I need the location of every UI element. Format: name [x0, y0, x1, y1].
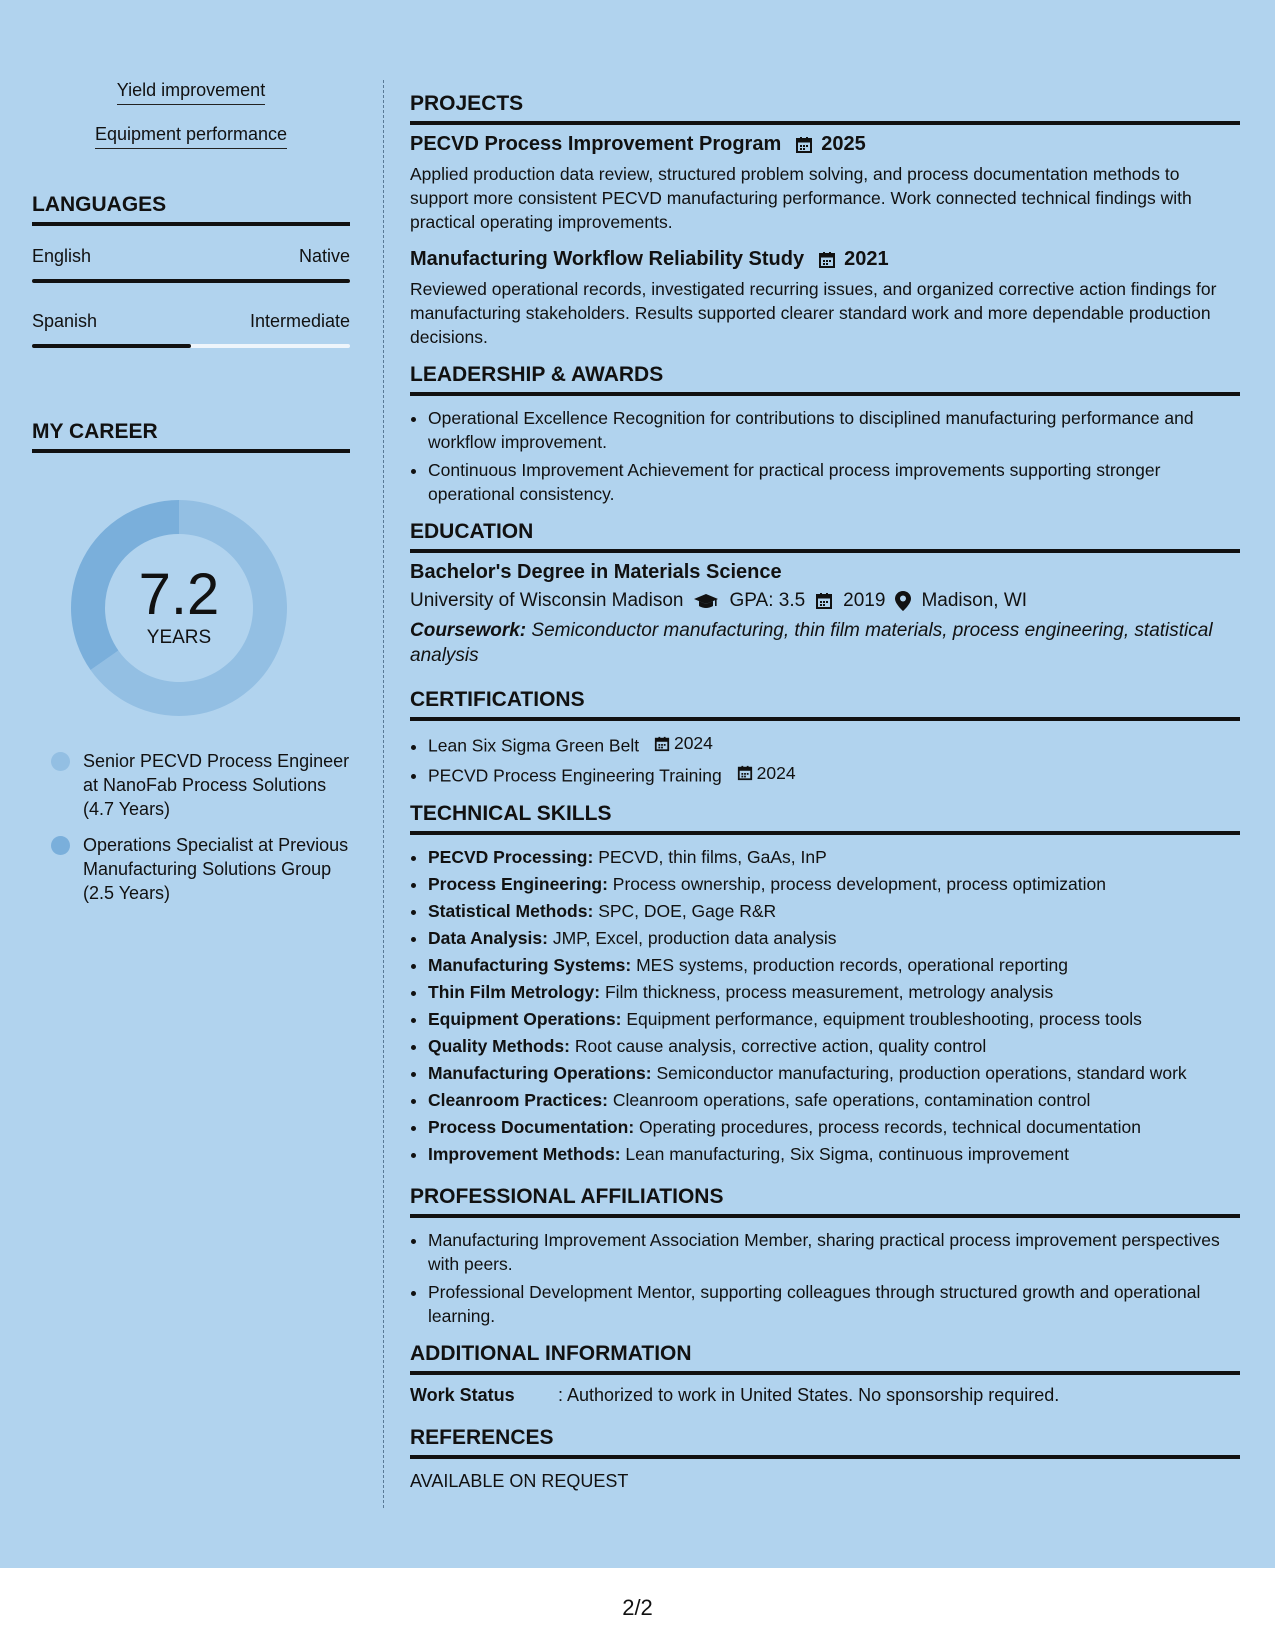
technical-skill-value: Semiconductor manufacturing, production operations, standard work: [656, 1063, 1187, 1083]
page-number: 2/2: [622, 1595, 653, 1620]
calendar-icon: [818, 251, 836, 269]
coursework-label: Coursework:: [410, 620, 527, 641]
project-description: Applied production data review, structured problem solving, and process documentation methods to support more consistent PECVD manufacturing performance. Work connected technical findings with practical operating improvements.: [410, 164, 1192, 232]
language-level: Intermediate: [249, 311, 350, 331]
technical-skill-label: Equipment Operations:: [428, 1009, 622, 1029]
skill-tag: Equipment performance: [32, 124, 350, 149]
certification-name: PECVD Process Engineering Training: [428, 765, 722, 785]
education-details: [410, 590, 1240, 612]
technical-skill-value: Equipment performance, equipment troubleshooting, process tools: [626, 1009, 1142, 1029]
affiliations-list: [410, 1228, 1240, 1328]
certifications-title: CERTIFICATIONS: [410, 688, 1240, 721]
technical-skill-item: [428, 953, 1240, 978]
technical-skill-item: [428, 1061, 1240, 1086]
language-row: [32, 311, 350, 332]
technical-skill-item: [428, 872, 1240, 897]
certification-name: Lean Six Sigma Green Belt: [428, 735, 640, 756]
technical-skill-label: Manufacturing Operations:: [428, 1063, 652, 1083]
technical-skill-label: Thin Film Metrology:: [428, 982, 601, 1002]
sidebar: [32, 80, 350, 905]
project-description: Reviewed operational records, investigated recurring issues, and organized corrective action findings for manufacturing stakeholders. Results supported clearer standard work and more dependable production decisions.: [410, 279, 1217, 347]
career-title: MY CAREER: [32, 420, 350, 453]
technical-skill-label: Data Analysis:: [428, 928, 548, 948]
coursework-text: Semiconductor manufacturing, thin film materials, process engineering, statistical analysis: [410, 620, 1213, 666]
technical-skill-value: JMP, Excel, production data analysis: [552, 928, 837, 948]
career-unit: YEARS: [146, 627, 212, 648]
language-bar-fill: [32, 344, 191, 348]
affiliation-item: • Manufacturing Improvement Association Member, sharing practical process improvement perspectives with peers.: [428, 1228, 1240, 1276]
technical-skill-value: PECVD, thin films, GaAs, InP: [598, 847, 827, 867]
career-dot: [51, 836, 70, 855]
education-school: University of Wisconsin Madison: [410, 590, 684, 611]
certification-date: [737, 761, 796, 786]
technical-skill-item: [428, 1115, 1240, 1140]
main-content: [410, 92, 1240, 1492]
technical-skills-title: TECHNICAL SKILLS: [410, 802, 1240, 835]
calendar-icon: [654, 736, 670, 752]
graduation-cap-icon: [693, 592, 719, 610]
technical-skill-value: Root cause analysis, corrective action, quality control: [574, 1036, 987, 1056]
calendar-icon: [815, 592, 833, 610]
project-year: 2021: [844, 248, 889, 270]
career-item: [51, 833, 350, 905]
technical-skill-label: Improvement Methods:: [428, 1144, 621, 1164]
career-item-text: Senior PECVD Process Engineer at NanoFab Process Solutions (4.7 Years): [83, 751, 350, 819]
certifications-list: [410, 731, 1240, 788]
skill-tag: Yield improvement: [32, 80, 350, 105]
technical-skill-label: Quality Methods:: [428, 1036, 570, 1056]
career-legend: [32, 749, 350, 905]
career-item-text: Operations Specialist at Previous Manufacturing Solutions Group (2.5 Years): [83, 835, 349, 903]
work-status-row: [410, 1385, 1240, 1406]
certification-date: [654, 731, 713, 756]
location-pin-icon: [895, 591, 911, 611]
certification-item: [428, 761, 1240, 789]
work-status-label: Work Status: [410, 1385, 515, 1405]
references-text: AVAILABLE ON REQUEST: [410, 1471, 629, 1491]
work-status-value: : Authorized to work in United States. No sponsorship required.: [558, 1385, 1060, 1405]
technical-skill-value: Cleanroom operations, safe operations, contamination control: [612, 1090, 1091, 1110]
projects-title: PROJECTS: [410, 92, 1240, 125]
technical-skill-label: Process Documentation:: [428, 1117, 635, 1137]
language-name: English: [32, 246, 92, 266]
technical-skill-item: [428, 926, 1240, 951]
award-item: • Operational Excellence Recognition for contributions to disciplined manufacturing performance and workflow improvement.: [428, 406, 1240, 454]
technical-skill-value: Process ownership, process development, process optimization: [612, 874, 1106, 894]
education-gpa: GPA: 3.5: [729, 590, 806, 611]
technical-skill-value: Lean manufacturing, Six Sigma, continuous improvement: [625, 1144, 1069, 1164]
language-level: Native: [298, 246, 350, 266]
language-bar: [32, 279, 350, 283]
calendar-icon: [737, 765, 753, 781]
awards-list: [410, 406, 1240, 506]
technical-skill-label: Statistical Methods:: [428, 901, 594, 921]
career-section: [32, 420, 350, 905]
languages-section: [32, 193, 350, 348]
career-dot: [51, 752, 70, 771]
technical-skill-value: SPC, DOE, Gage R&R: [598, 901, 777, 921]
career-item: [51, 749, 350, 821]
languages-title: LANGUAGES: [32, 193, 350, 226]
language-name: Spanish: [32, 311, 98, 331]
technical-skill-item: [428, 1142, 1240, 1167]
project-title: [410, 133, 1240, 156]
column-divider: [383, 80, 384, 1508]
technical-skill-item: [428, 899, 1240, 924]
technical-skills-list: [410, 845, 1240, 1167]
education-coursework: [410, 618, 1240, 668]
language-row: [32, 246, 350, 267]
career-donut: [64, 493, 294, 723]
project-name: PECVD Process Improvement Program: [410, 133, 782, 155]
technical-skill-item: [428, 845, 1240, 870]
technical-skill-label: Cleanroom Practices:: [428, 1090, 608, 1110]
technical-skill-value: Film thickness, process measurement, metrology analysis: [604, 982, 1054, 1002]
language-bar-fill: [32, 279, 350, 283]
education-location: Madison, WI: [921, 590, 1028, 611]
project-name: Manufacturing Workflow Reliability Study: [410, 248, 805, 270]
affiliations-title: PROFESSIONAL AFFILIATIONS: [410, 1185, 1240, 1218]
technical-skill-label: PECVD Processing:: [428, 847, 594, 867]
certification-year: 2024: [673, 733, 713, 753]
technical-skill-label: Manufacturing Systems:: [428, 955, 632, 975]
technical-skill-item: [428, 980, 1240, 1005]
awards-title: LEADERSHIP & AWARDS: [410, 363, 1240, 396]
project-title: [410, 248, 1240, 271]
technical-skill-item: [428, 1034, 1240, 1059]
career-donut-center: [64, 562, 294, 649]
certification-year: 2024: [756, 762, 796, 783]
technical-skill-label: Process Engineering:: [428, 874, 608, 894]
certification-item: [428, 731, 1240, 759]
project-year: 2025: [821, 133, 866, 155]
technical-skill-item: [428, 1007, 1240, 1032]
education-year: 2019: [843, 590, 886, 611]
references-title: REFERENCES: [410, 1426, 1240, 1459]
award-item: • Continuous Improvement Achievement for practical process improvements supporting stronger operational consistency.: [428, 458, 1240, 506]
technical-skill-value: Operating procedures, process records, technical documentation: [639, 1117, 1141, 1137]
technical-skill-value: MES systems, production records, operational reporting: [636, 955, 1068, 975]
additional-info-title: ADDITIONAL INFORMATION: [410, 1342, 1240, 1375]
education-title: EDUCATION: [410, 520, 1240, 553]
education-degree: Bachelor's Degree in Materials Science: [410, 561, 782, 583]
career-total: 7.2: [138, 562, 220, 627]
technical-skill-item: [428, 1088, 1240, 1113]
language-bar: [32, 344, 350, 348]
affiliation-item: • Professional Development Mentor, supporting colleagues through structured growth and operational learning.: [428, 1280, 1240, 1328]
calendar-icon: [795, 136, 813, 154]
